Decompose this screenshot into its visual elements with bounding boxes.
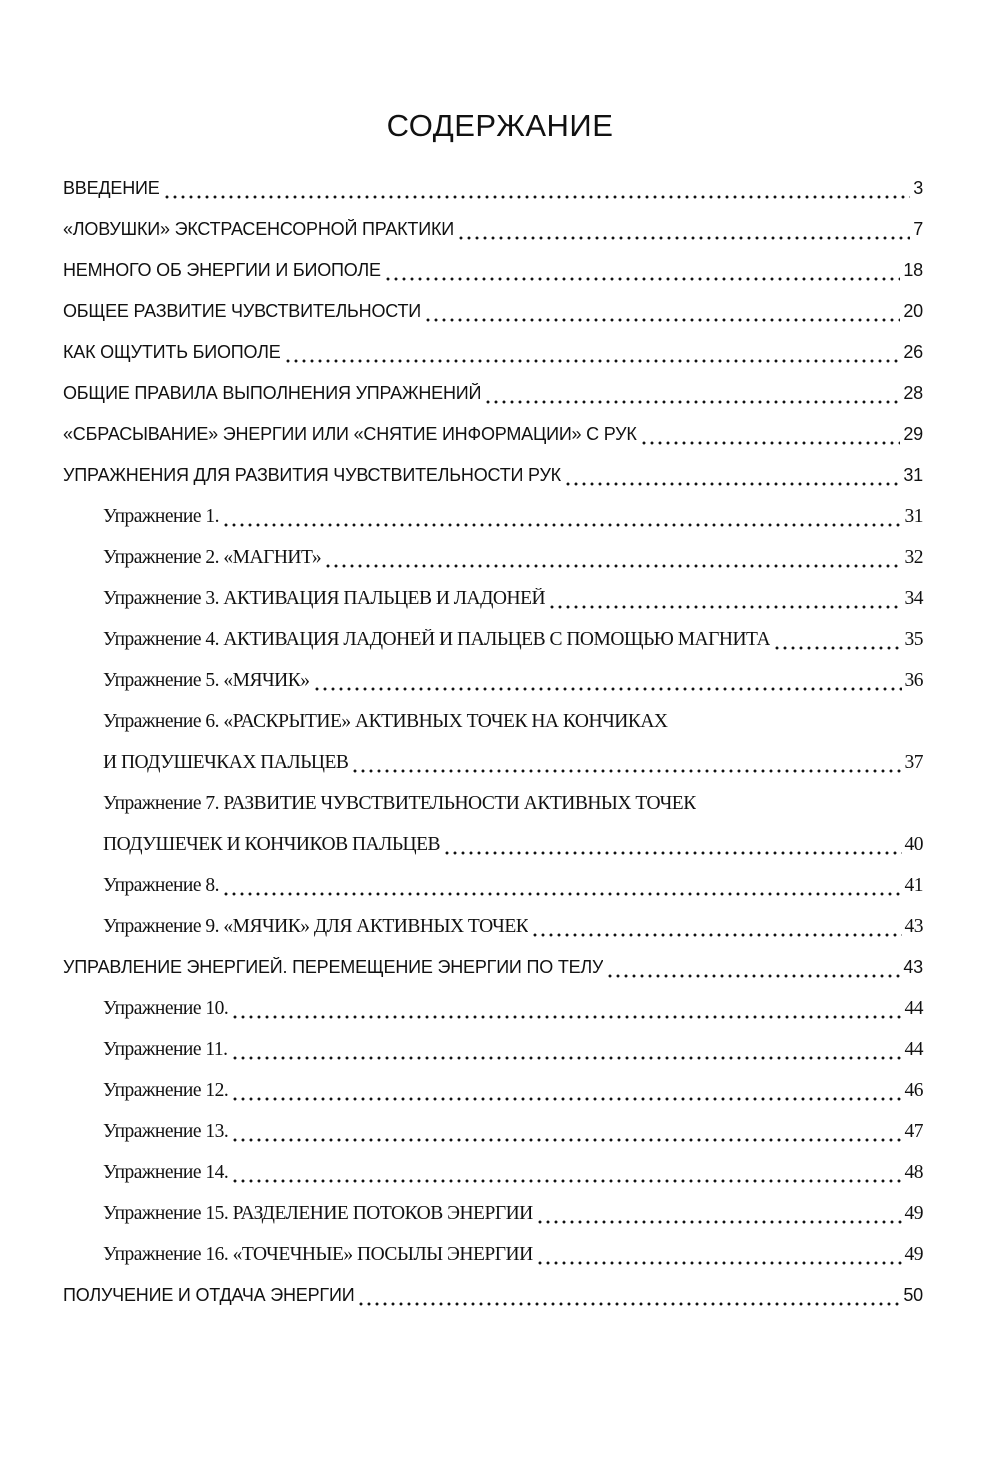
- dot-leader: [484, 384, 900, 404]
- page-number: 31: [904, 505, 923, 527]
- toc-entry[interactable]: [63, 906, 923, 947]
- page-number: 7: [913, 219, 923, 239]
- toc-entry[interactable]: [63, 865, 923, 906]
- toc-entry-title: Упражнение 13.: [103, 1120, 229, 1142]
- page-number: 3: [913, 178, 923, 198]
- toc-entry-title: Упражнение 5. «МЯЧИК»: [103, 669, 310, 691]
- dot-leader: [222, 876, 901, 896]
- dot-leader: [548, 589, 901, 609]
- toc-entry[interactable]: [63, 742, 923, 783]
- page-number: 26: [903, 342, 923, 362]
- dot-leader: [284, 343, 901, 363]
- toc-entry[interactable]: [63, 496, 923, 537]
- dot-leader: [231, 1163, 901, 1183]
- toc-entry-title: Упражнение 4. АКТИВАЦИЯ ЛАДОНЕЙ И ПАЛЬЦЕВ С ПОМОЩЬЮ МАГНИТА: [103, 628, 771, 650]
- toc-entry-title: ОБЩИЕ ПРАВИЛА ВЫПОЛНЕНИЯ УПРАЖНЕНИЙ: [63, 383, 482, 403]
- toc-entry-title: Упражнение 12.: [103, 1079, 229, 1101]
- dot-leader: [231, 1040, 902, 1060]
- toc-entry-title: Упражнение 9. «МЯЧИК» ДЛЯ АКТИВНЫХ ТОЧЕК: [103, 915, 529, 937]
- dot-leader: [324, 548, 901, 568]
- toc-entry-title: Упражнение 2. «МАГНИТ»: [103, 546, 322, 568]
- page-number: 47: [904, 1120, 923, 1142]
- toc-entry[interactable]: [63, 660, 923, 701]
- page-number: 44: [904, 997, 923, 1019]
- dot-leader: [222, 507, 901, 527]
- toc-entry[interactable]: [63, 250, 923, 291]
- dot-leader: [443, 835, 901, 855]
- toc-entry-title: ОБЩЕЕ РАЗВИТИЕ ЧУВСТВИТЕЛЬНОСТИ: [63, 301, 422, 321]
- toc-entry-title: НЕМНОГО ОБ ЭНЕРГИИ И БИОПОЛЕ: [63, 260, 381, 280]
- page-number: 48: [904, 1161, 923, 1183]
- toc-entry[interactable]: [63, 1193, 923, 1234]
- toc-entry[interactable]: [63, 578, 923, 619]
- page-number: 43: [903, 957, 923, 977]
- page-number: 34: [904, 587, 923, 609]
- toc-entry[interactable]: [63, 988, 923, 1029]
- toc-entry[interactable]: [63, 1111, 923, 1152]
- dot-leader: [564, 466, 900, 486]
- toc-entry[interactable]: [63, 1234, 923, 1275]
- page-number: 43: [904, 915, 923, 937]
- page-number: 46: [904, 1079, 923, 1101]
- page-number: 49: [904, 1202, 923, 1224]
- toc-entry-title: Упражнение 11.: [103, 1038, 228, 1060]
- toc-entry-title: Упражнение 1.: [103, 505, 220, 527]
- toc-entry[interactable]: [63, 947, 923, 988]
- dot-leader: [231, 999, 901, 1019]
- toc-entry[interactable]: [63, 824, 923, 865]
- dot-leader: [351, 753, 901, 773]
- toc-entry[interactable]: [63, 1152, 923, 1193]
- toc-entry-title: ПОДУШЕЧЕК И КОНЧИКОВ ПАЛЬЦЕВ: [103, 833, 441, 855]
- toc-entry[interactable]: [63, 332, 923, 373]
- page-number: 41: [904, 874, 923, 896]
- dot-leader: [163, 179, 911, 199]
- toc-entry[interactable]: [63, 537, 923, 578]
- toc-entry-title: «ЛОВУШКИ» ЭКСТРАСЕНСОРНОЙ ПРАКТИКИ: [63, 219, 454, 239]
- toc-entry-title: ВВЕДЕНИЕ: [63, 178, 160, 198]
- dot-leader: [357, 1286, 900, 1306]
- toc-entry[interactable]: [63, 1275, 923, 1316]
- toc-entry[interactable]: [63, 414, 923, 455]
- page-number: 28: [903, 383, 923, 403]
- toc-entry-title: Упражнение 7. РАЗВИТИЕ ЧУВСТВИТЕЛЬНОСТИ АКТИВНЫХ ТОЧЕК: [103, 792, 696, 814]
- dot-leader: [606, 958, 900, 978]
- toc-entry[interactable]: [63, 291, 923, 332]
- toc-entry-line: [63, 783, 923, 824]
- toc-entry-title: Упражнение 10.: [103, 997, 229, 1019]
- page-title: СОДЕРЖАНИЕ: [386, 108, 614, 143]
- toc-entry-title: УПРАВЛЕНИЕ ЭНЕРГИЕЙ. ПЕРЕМЕЩЕНИЕ ЭНЕРГИИ ПО ТЕЛУ: [63, 957, 604, 977]
- toc-entry-title: КАК ОЩУТИТЬ БИОПОЛЕ: [63, 342, 281, 362]
- dot-leader: [773, 630, 901, 650]
- page-number: 44: [904, 1038, 923, 1060]
- toc-entry-title: Упражнение 16. «ТОЧЕЧНЫЕ» ПОСЫЛЫ ЭНЕРГИИ: [103, 1243, 533, 1265]
- page-number: 49: [904, 1243, 923, 1265]
- dot-leader: [231, 1081, 901, 1101]
- toc-entry[interactable]: [63, 1070, 923, 1111]
- page-number: 18: [903, 260, 923, 280]
- page-number: 20: [903, 301, 923, 321]
- page-number: 40: [904, 833, 923, 855]
- dot-leader: [536, 1204, 902, 1224]
- toc-entry-title: Упражнение 15. РАЗДЕЛЕНИЕ ПОТОКОВ ЭНЕРГИИ: [103, 1202, 533, 1224]
- toc-entry-title: И ПОДУШЕЧКАХ ПАЛЬЦЕВ: [103, 751, 349, 773]
- toc-entry-title: УПРАЖНЕНИЯ ДЛЯ РАЗВИТИЯ ЧУВСТВИТЕЛЬНОСТИ РУК: [63, 465, 561, 485]
- toc-entry-title: ПОЛУЧЕНИЕ И ОТДАЧА ЭНЕРГИИ: [63, 1285, 355, 1305]
- dot-leader: [536, 1245, 902, 1265]
- page-number: 36: [904, 669, 923, 691]
- toc-entry[interactable]: [63, 619, 923, 660]
- table-of-contents: [63, 168, 923, 1316]
- dot-leader: [531, 917, 901, 937]
- page-number: 35: [904, 628, 923, 650]
- page-number: 37: [904, 751, 923, 773]
- dot-leader: [424, 302, 900, 322]
- toc-entry[interactable]: [63, 1029, 923, 1070]
- toc-entry-title: Упражнение 8.: [103, 874, 220, 896]
- page-number: 50: [903, 1285, 923, 1305]
- page-number: 32: [904, 546, 923, 568]
- dot-leader: [640, 425, 901, 445]
- dot-leader: [457, 220, 910, 240]
- dot-leader: [313, 671, 902, 691]
- toc-entry-title: Упражнение 6. «РАСКРЫТИЕ» АКТИВНЫХ ТОЧЕК НА КОНЧИКАХ: [103, 710, 668, 732]
- toc-entry-title: «СБРАСЫВАНИЕ» ЭНЕРГИИ ИЛИ «СНЯТИЕ ИНФОРМАЦИИ» С РУК: [63, 424, 637, 444]
- toc-entry[interactable]: [63, 168, 923, 209]
- toc-entry-title: Упражнение 3. АКТИВАЦИЯ ПАЛЬЦЕВ И ЛАДОНЕЙ: [103, 587, 546, 609]
- toc-entry-line: [63, 701, 923, 742]
- dot-leader: [384, 261, 901, 281]
- toc-entry-title: Упражнение 14.: [103, 1161, 229, 1183]
- page-number: 29: [903, 424, 923, 444]
- dot-leader: [231, 1122, 901, 1142]
- toc-entry[interactable]: [63, 455, 923, 496]
- page-number: 31: [903, 465, 923, 485]
- toc-entry[interactable]: [63, 373, 923, 414]
- toc-entry[interactable]: [63, 209, 923, 250]
